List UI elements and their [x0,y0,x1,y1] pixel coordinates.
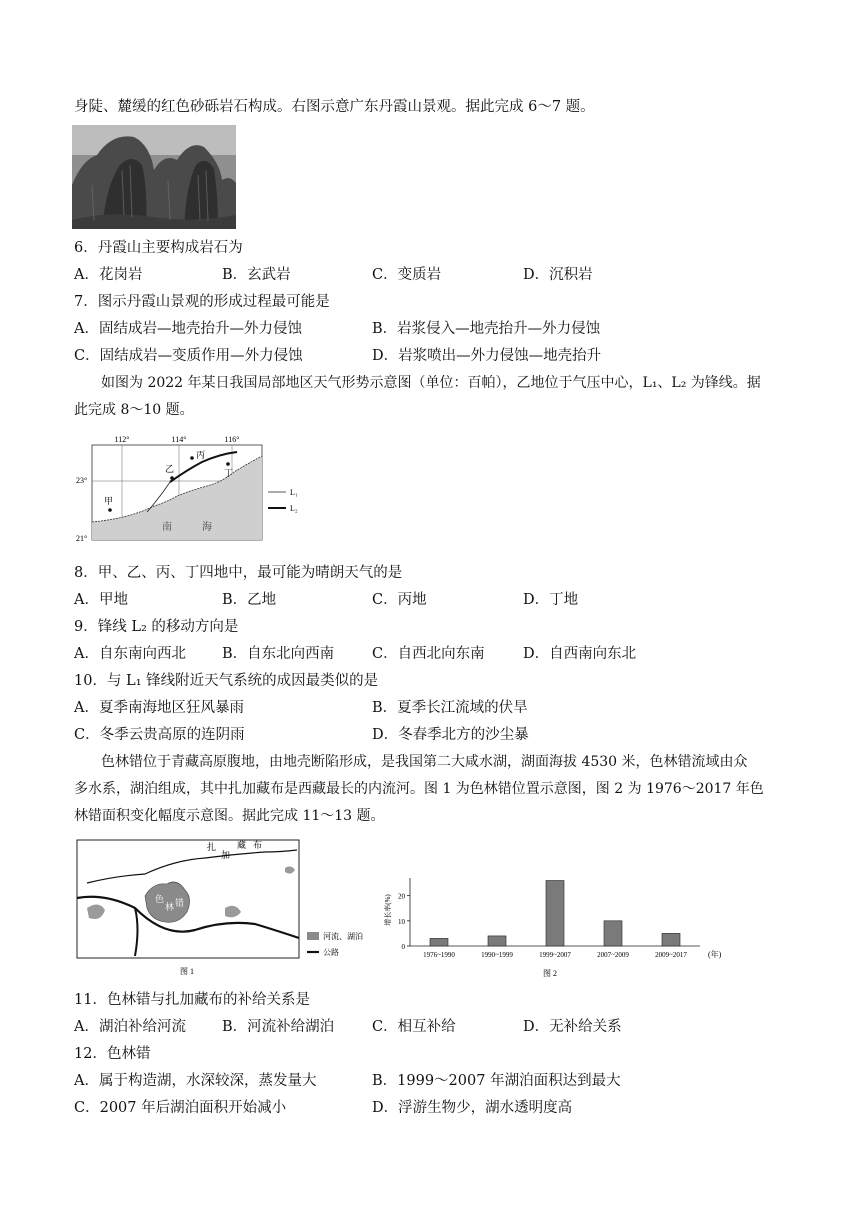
place-ding-dot [226,462,230,466]
lat-label-23: 23° [76,476,88,485]
figure-2-bar-chart [370,870,730,984]
y-tick-label: 10 [398,917,405,926]
question-6-option-a[interactable]: A．花岗岩 [74,267,143,283]
legend-l2-label: L₂ [290,504,298,513]
question-11-option-b[interactable]: B．河流补给湖泊 [222,1019,335,1035]
question-9-option-d[interactable]: D．自西南向东北 [523,646,637,662]
question-9-option-c[interactable]: C．自西北向东南 [372,646,485,662]
question-8-stem: 8．甲、乙、丙、丁四地中，最可能为晴朗天气的是 [74,565,403,581]
question-8-option-d[interactable]: D．丁地 [523,592,579,608]
x-category-label-0: 1976~1990 [423,951,455,959]
lake-char-2: 林 [165,902,175,912]
place-bing-label: 丙 [196,450,206,460]
question-10-option-c[interactable]: C．冬季云贵高原的连阴雨 [74,727,245,743]
place-yi-dot [170,476,174,480]
chart-bar-1 [488,936,506,946]
question-7-stem: 7．图示丹霞山景观的形成过程最可能是 [74,294,330,310]
question-7-option-a[interactable]: A．固结成岩—地壳抬升—外力侵蚀 [74,321,302,337]
figure-1-location-map [75,838,375,982]
passage-3-line-2: 多水系，湖泊组成，其中扎加藏布是西藏最长的内流河。图 1 为色林错位置示意图，图 2 为 1976～2017 年色 [74,781,764,797]
question-11-stem: 11．色林错与扎加藏布的补给关系是 [74,992,310,1008]
question-10-option-a[interactable]: A．夏季南海地区狂风暴雨 [74,700,244,716]
sea-char-hai: 海 [202,522,212,533]
passage-2-line-2: 此完成 8～10 题。 [74,402,194,418]
question-11-option-d[interactable]: D．无补给关系 [523,1019,622,1035]
passage-3-line-3: 林错面积变化幅度示意图。据此完成 11～13 题。 [74,808,385,824]
y-tick-label: 0 [401,943,405,951]
lon-label-116: 116° [224,435,240,444]
sea-char-nan: 南 [162,522,172,533]
question-12-option-b[interactable]: B．1999～2007 年湖泊面积达到最大 [372,1073,621,1089]
question-11-option-c[interactable]: C．相互补给 [372,1019,456,1035]
question-9-stem: 9．锋线 L₂ 的移动方向是 [74,619,239,635]
y-tick-label: 20 [398,892,405,901]
question-8-option-b[interactable]: B．乙地 [222,592,277,608]
question-12-option-d[interactable]: D．浮游生物少，湖水透明度高 [372,1100,573,1116]
chart-ylabel: 增长率(%) [384,894,392,926]
question-12-stem: 12．色林错 [74,1046,151,1062]
legend-water-label: 河流、湖泊 [323,932,363,941]
lat-label-21: 21° [76,534,88,543]
place-jia-dot [108,508,112,512]
sea-area [92,456,262,540]
lake-char-1: 色 [155,894,165,904]
place-ding-label: 丁 [224,468,234,478]
river-char-2: 加 [221,850,231,860]
river-char-1: 扎 [207,842,217,852]
legend-water-swatch [307,932,319,940]
chart-bar-4 [662,933,680,946]
place-yi-label: 乙 [165,464,175,474]
x-category-label-3: 2007~2009 [597,951,629,959]
chart-bar-0 [430,938,448,946]
question-10-option-d[interactable]: D．冬春季北方的沙尘暴 [372,727,529,743]
x-category-label-2: 1999~2007 [539,951,571,959]
x-category-label-4: 2009~2017 [655,951,687,959]
question-9-option-b[interactable]: B．自东北向西南 [222,646,335,662]
place-bing-dot [190,456,194,460]
lon-label-112: 112° [114,435,130,444]
question-6-option-d[interactable]: D．沉积岩 [523,267,593,283]
chart-bar-2 [546,881,564,946]
question-11-option-a[interactable]: A．湖泊补给河流 [74,1019,186,1035]
chart-bar-3 [604,921,622,946]
lake-char-3: 错 [175,898,185,908]
weather-map-figure [72,432,342,554]
passage-3-line-1: 色林错位于青藏高原腹地，由地壳断陷形成，是我国第二大咸水湖，湖面海拔 4530 米，色林错流域由众 [101,754,748,770]
figure-1-caption: 图 1 [180,967,194,976]
river-char-4: 布 [253,840,263,850]
question-8-option-c[interactable]: C．丙地 [372,592,427,608]
legend-l1-label: L₁ [290,488,298,497]
x-category-label-1: 1990~1999 [481,951,513,959]
question-9-option-a[interactable]: A．自东南向西北 [74,646,186,662]
river-char-3: 藏 [237,840,247,850]
question-7-option-b[interactable]: B．岩浆侵入—地壳抬升—外力侵蚀 [372,321,601,337]
question-6-option-c[interactable]: C．变质岩 [372,267,442,283]
question-8-option-a[interactable]: A．甲地 [74,592,128,608]
lon-label-114: 114° [171,435,187,444]
question-6-option-b[interactable]: B．玄武岩 [222,267,291,283]
danxia-landscape-photo [72,125,236,233]
question-7-option-c[interactable]: C．固结成岩—变质作用—外力侵蚀 [74,348,303,364]
passage-2-line-1: 如图为 2022 年某日我国局部地区天气形势示意图（单位：百帕），乙地位于气压中心，L₁、L₂ 为锋线。据 [101,375,761,391]
question-7-option-d[interactable]: D．岩浆喷出—外力侵蚀—地壳抬升 [372,348,602,364]
chart-xunit: (年) [708,950,722,959]
legend-road-label: 公路 [323,948,339,957]
question-12-option-c[interactable]: C．2007 年后湖泊面积开始减小 [74,1100,287,1116]
passage-intro-tail: 身陡、麓缓的红色砂砾岩石构成。右图示意广东丹霞山景观。据此完成 6～7 题。 [74,99,595,115]
question-10-option-b[interactable]: B．夏季长江流域的伏旱 [372,700,528,716]
question-6-stem: 6．丹霞山主要构成岩石为 [74,240,243,256]
question-10-stem: 10．与 L₁ 锋线附近天气系统的成因最类似的是 [74,673,379,689]
question-12-option-a[interactable]: A．属于构造湖，水深较深，蒸发量大 [74,1073,317,1089]
chart-svg [370,870,730,980]
figure-2-caption: 图 2 [543,969,557,978]
place-jia-label: 甲 [104,496,114,506]
